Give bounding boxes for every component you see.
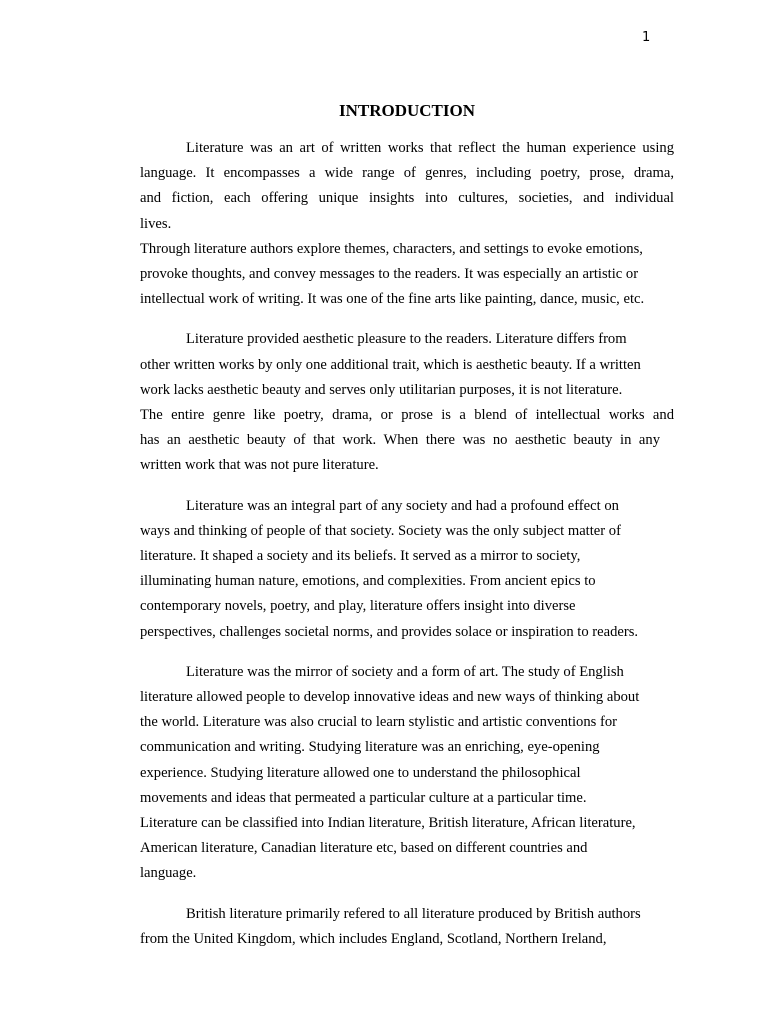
paragraph-1 xyxy=(140,136,674,237)
text-line: movements and ideas that permeated a particular culture at a particular time. xyxy=(140,789,587,806)
text-line: ways and thinking of people of that society. Society was the only subject matter of xyxy=(140,522,621,539)
text-line: Literature provided aesthetic pleasure to the readers. Literature differs from xyxy=(186,331,627,348)
text-line: has an aesthetic beauty of that work. When there was no aesthetic beauty in any xyxy=(140,432,660,449)
document-body xyxy=(140,136,674,967)
text-line: language. It encompasses a wide range of genres, including poetry, prose, drama, xyxy=(140,165,674,182)
text-line: The entire genre like poetry, drama, or prose is a blend of intellectual works and xyxy=(140,407,674,424)
text-line: and fiction, each offering unique insights into cultures, societies, and individual xyxy=(140,190,674,207)
paragraph-6 xyxy=(140,902,674,952)
text-line: written work that was not pure literature. xyxy=(140,457,379,474)
text-line: communication and writing. Studying literature was an enriching, eye-opening xyxy=(140,739,600,756)
text-line: perspectives, challenges societal norms, and provides solace or inspiration to readers. xyxy=(140,623,639,640)
paragraph-5 xyxy=(140,660,674,887)
text-line: Literature was the mirror of society and a form of art. The study of English xyxy=(186,663,624,680)
text-line: provoke thoughts, and convey messages to the readers. It was especially an artistic or xyxy=(140,266,639,283)
text-line: intellectual work of writing. It was one of the fine arts like painting, dance, music, etc. xyxy=(140,291,645,308)
text-line: Literature was an integral part of any society and had a profound effect on xyxy=(186,497,619,514)
text-line: work lacks aesthetic beauty and serves only utilitarian purposes, it is not literature. xyxy=(140,381,623,398)
text-line: literature. It shaped a society and its beliefs. It served as a mirror to society, xyxy=(140,548,581,565)
text-line: American literature, Canadian literature etc, based on different countries and xyxy=(140,840,588,857)
text-line: Literature was an art of written works that reflect the human experience using xyxy=(186,140,674,156)
paragraph-2 xyxy=(140,237,674,313)
text-line: British literature primarily refered to all literature produced by British authors xyxy=(186,905,641,922)
text-line: Literature can be classified into Indian literature, British literature, African literature, xyxy=(140,815,636,832)
page-number: 1 xyxy=(642,30,651,45)
text-line: Through literature authors explore themes, characters, and settings to evoke emotions, xyxy=(140,240,643,257)
text-line: literature allowed people to develop innovative ideas and new ways of thinking about xyxy=(140,689,640,706)
text-line: lives. xyxy=(140,215,172,232)
paragraph-3 xyxy=(140,327,674,478)
page-title: INTRODUCTION xyxy=(338,101,476,120)
text-line: contemporary novels, poetry, and play, literature offers insight into diverse xyxy=(140,598,576,615)
text-line: language. xyxy=(140,865,197,882)
text-line: illuminating human nature, emotions, and complexities. From ancient epics to xyxy=(140,573,596,590)
text-line: other written works by only one additional trait, which is aesthetic beauty. If a written xyxy=(140,356,641,373)
text-line: from the United Kingdom, which includes England, Scotland, Northern Ireland, xyxy=(140,930,607,947)
text-line: experience. Studying literature allowed one to understand the philosophical xyxy=(140,764,581,781)
paragraph-4 xyxy=(140,494,674,645)
text-line: the world. Literature was also crucial to learn stylistic and artistic conventions for xyxy=(140,714,617,731)
